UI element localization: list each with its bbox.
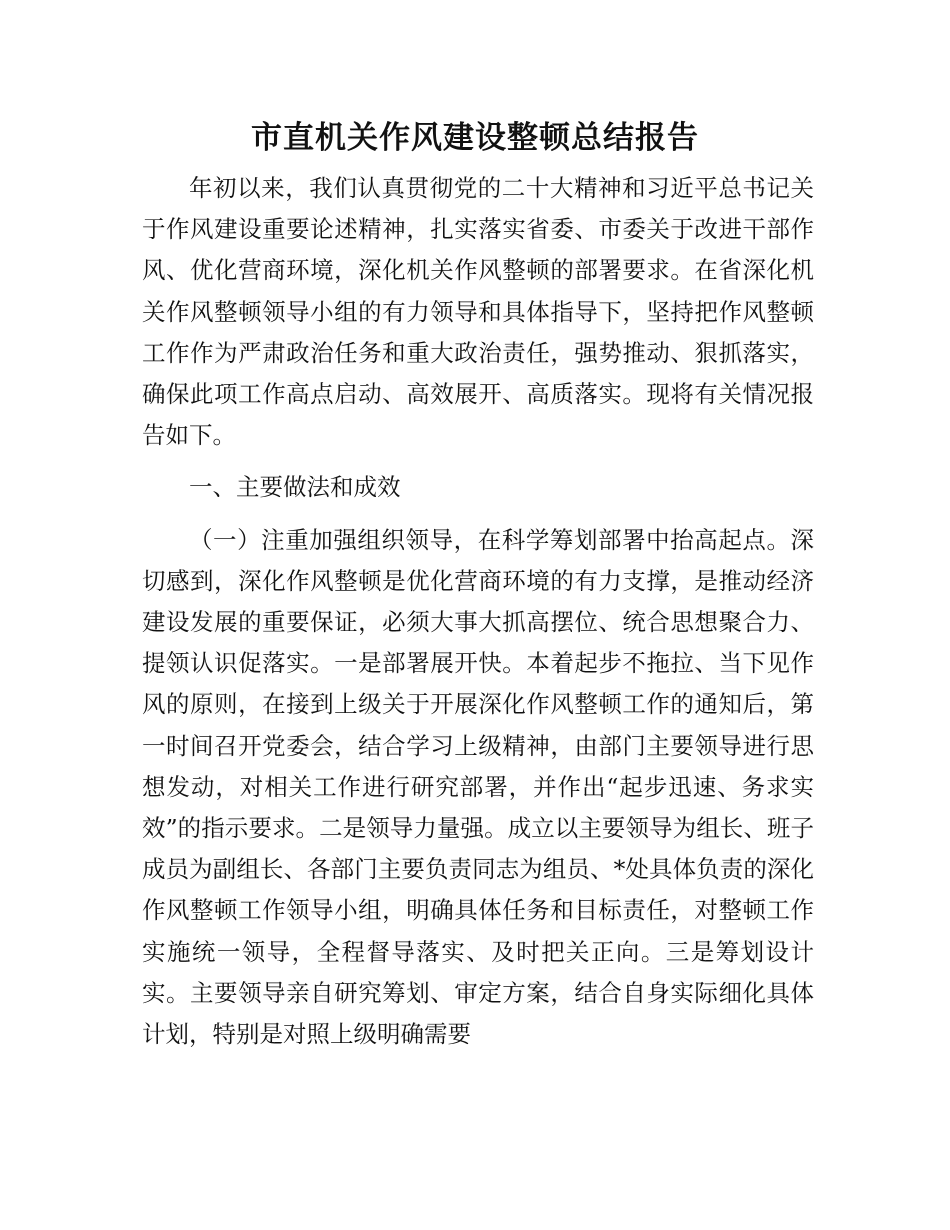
document-title: 市直机关作风建设整顿总结报告 <box>251 120 699 156</box>
paragraph-subsection-1: （一）注重加强组织领导，在科学筹划部署中抬高起点。深切感到，深化作风整顿是优化营商环境的有力支撑，是推动经济建设发展的重要保证，必须大事大抓高摆位、统合思想聚合力、提领认识促落实。一是部署展开快。本着起步不拖拉、当下见作风的原则，在接到上级关于开展深化作风整顿工作的通知后，第一时间召开党委会，结合学习上级精神，由部门主要领导进行思想发动，对相关工作进行研究部署，并作出“起步迅速、务求实效”的指示要求。二是领导力量强。成立以主要领导为组长、班子成员为副组长、各部门主要负责同志为组员、*处具体负责的深化作风整顿工作领导小组，明确具体任务和目标责任，对整顿工作实施统一领导，全程督导落实、及时把关正向。三是筹划设计实。主要领导亲自研究筹划、审定方案，结合自身实际细化具体计划，特别是对照上级明确需要 <box>142 525 814 1049</box>
section-heading: 一、主要做法和成效 <box>189 473 401 502</box>
document-body <box>142 168 814 1055</box>
paragraph-intro: 年初以来，我们认真贯彻党的二十大精神和习近平总书记关于作风建设重要论述精神，扎实落实省委、市委关于改进干部作风、优化营商环境，深化机关作风整顿的部署要求。在省深化机关作风整顿领导小组的有力领导和具体指导下，坚持把作风整顿工作作为严肃政治任务和重大政治责任，强势推动、狠抓落实，确保此项工作高点启动、高效展开、高质落实。现将有关情况报告如下。 <box>142 174 814 450</box>
